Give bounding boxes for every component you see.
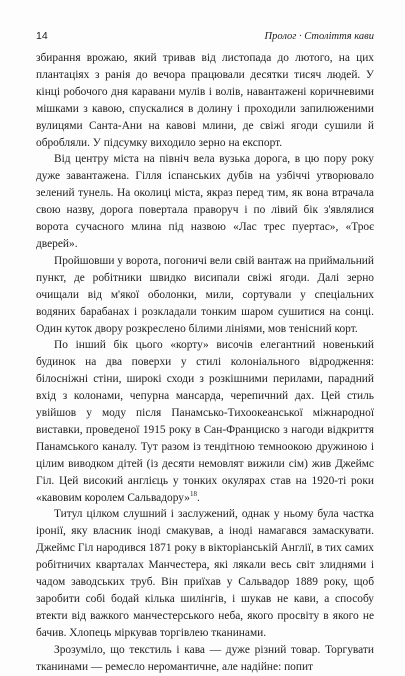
paragraph-text: Титул цілком слушний і заслужений, однак у ньому була частка іронії, яку власник іноді смакував, а іноді намагався замаскувати. Джеймс Гіл народився 1871 року в вікторіанській Англії, в тих самих робітничих кварталах Манчестера, які лякали весь світ злиднями і чадом заводських труб. Він приїхав у Сальвадор 1889 року, щоб заробити собі бодай кілька шилінгів, і шукав не кави, а способу втекти від важкого манчестерського неба, якого просвіту в якого не бачив. Хлопець міркував торгівлею тканинами. (36, 508, 374, 639)
paragraph (36, 642, 374, 676)
paragraph-text: По інший бік цього «корту» височів елегантний новенький будинок на два поверхи у стилі колоніального відродження: білосніжні стіни, широкі сходи з розкішними перилами, парадний вхід з колонами, чепурна мансарда, черепичний дах. Цей стиль увійшов у моду після Панамсько-Тихоокеанської міжнародної виставки, проведеної 1915 року в Сан-Франциско з нагоди відкриття Панамського каналу. Тут разом із тендітною темноокою дружиною і цілим виводком дітей (із десяти немовлят вижили сім) жив Джеймс Гіл. Цей високий англієць у тонких окулярах став на 1920-ті роки «кавовим королем Сальвадору» (36, 339, 374, 504)
paragraph-text: Пройшовши у ворота, погоничі вели свій вантаж на приймальний пункт, де робітники швидко висипали свіжі ягоди. Далі зерно очищали від м'якої оболонки, мили, сортували у спеціальних водяних барабанах і розкладали тонким шаром сушитися на сонці. Один куток двору розкреслено білими лініями, мов тенісний корт. (36, 254, 374, 335)
paragraph (36, 337, 374, 506)
paragraph (36, 151, 374, 252)
paragraph-text: Зрозуміло, що текстиль і кава — дуже різний товар. Торгувати тканинами — ремесло неромантичне, але надійне: попит (36, 643, 374, 673)
paragraph (36, 50, 374, 151)
paragraph (36, 506, 374, 641)
paragraph-text: Від центру міста на північ вела вузька дорога, в цю пору року дуже завантажена. Гілля іспанських дубів на узбіччі утворювало зелений тунель. На околиці міста, якраз перед тим, як вона втрачала свою назву, дорога повертала праворуч і по лівий бік з'являлися ворота сучасного млина під назвою «Лас трес пуертас», «Троє дверей». (36, 153, 374, 250)
running-head: Пролог · Століття кави (264, 31, 374, 42)
paragraph (36, 253, 374, 338)
page-number: 14 (36, 30, 48, 42)
paragraph-text-end: . (196, 491, 200, 504)
page-header (36, 30, 374, 42)
footnote-marker[interactable]: 18 (189, 489, 197, 498)
paragraph-text: збирання врожаю, який тривав від листопада до лютого, на цих плантаціях з ранія до вечора працювали десятки тисяч людей. У кінці робочого дня каравани мулів і волів, навантажені коричневими мішками з кавою, спускалися в долину і проходили запилюженими вулицями Санта-Ани на кавові млини, де свіжі ягоди сушили й обробляли. У підсумку виходило зерно на експорт. (36, 52, 374, 149)
body-text (36, 50, 374, 676)
